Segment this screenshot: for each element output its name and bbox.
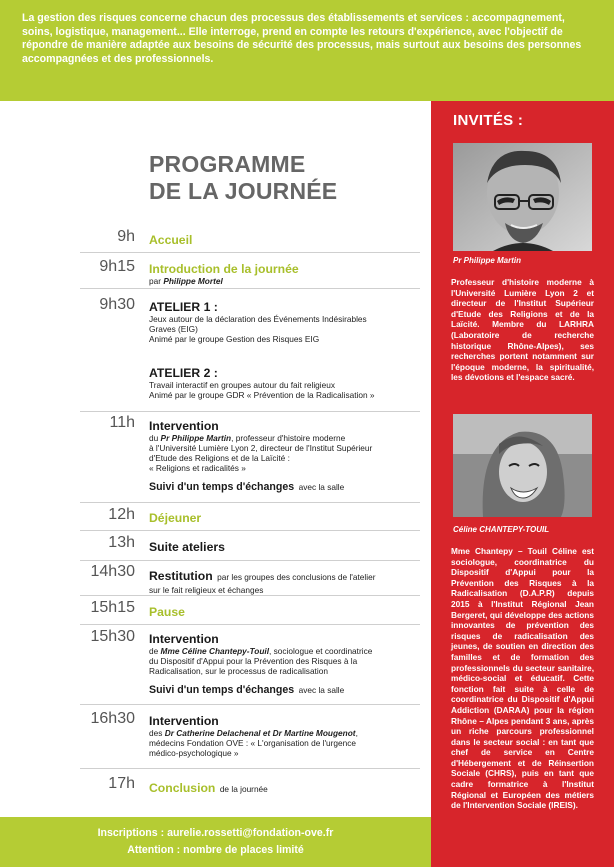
slot-title: Introduction de la journée: [149, 262, 299, 276]
des-prefix: des: [149, 728, 163, 738]
follow-up-suffix: avec la salle: [298, 685, 345, 695]
time-label: 13h: [108, 534, 135, 551]
speaker-names: Dr Catherine Delachenal et Dr Martine Mougenot: [164, 728, 356, 738]
speaker-name: Mme Céline Chantepy-Touil: [160, 646, 270, 656]
desc-line: médecins Fondation OVE : « L'organisation de l'urgence: [149, 738, 357, 748]
capacity-warning: Attention : nombre de places limité: [127, 844, 304, 856]
slot-title: Restitution: [149, 569, 213, 583]
conclusion-suffix: de la journée: [219, 784, 268, 794]
divider: [80, 624, 420, 625]
time-label: 14h30: [90, 563, 135, 580]
time-label: 15h15: [90, 599, 135, 616]
atelier-desc-line: Jeux autour de la déclaration des Événements Indésirables: [149, 314, 367, 324]
time-label: 16h30: [90, 710, 135, 727]
slot-title: ATELIER 2 :: [149, 366, 218, 380]
divider: [80, 502, 420, 503]
guest-name-1: Pr Philippe Martin: [453, 256, 522, 265]
time-label: 9h15: [99, 258, 135, 275]
divider: [80, 704, 420, 705]
title-line-1: PROGRAMME: [149, 151, 306, 177]
guest-photo-2: [453, 414, 592, 517]
guests-heading: INVITÉS :: [453, 112, 524, 129]
slot-title: Intervention: [149, 419, 219, 433]
follow-up: Suivi d'un temps d'échanges: [149, 684, 295, 696]
divider: [80, 411, 420, 412]
desc-line: ,: [355, 728, 358, 738]
intro-banner: [0, 0, 614, 101]
time-label: 17h: [108, 775, 135, 792]
registration-line: Inscriptions : aurelie.rossetti@fondation-ove.fr: [97, 827, 334, 839]
speaker-name: Pr Philippe Martin: [160, 433, 232, 443]
atelier-desc-line: Travail interactif en groupes autour du fait religieux: [149, 380, 336, 390]
guests-sidebar: [431, 101, 614, 867]
divider: [80, 768, 420, 769]
desc-line: médico-psychologique »: [149, 748, 239, 758]
time-label: 9h: [117, 228, 135, 245]
slot-title: ATELIER 1 :: [149, 300, 218, 314]
du-prefix: du: [149, 433, 159, 443]
slot-title: Déjeuner: [149, 511, 202, 525]
time-label: 12h: [108, 506, 135, 523]
desc-line: d'Etude des Religions et de la Laïcité :: [149, 453, 290, 463]
page-title: [149, 151, 337, 205]
time-label: 11h: [109, 414, 135, 431]
time-label: 15h30: [90, 628, 135, 645]
atelier-desc-line: Animé par le groupe GDR « Prévention de la Radicalisation »: [149, 390, 375, 400]
desc-line: à l'Université Lumière Lyon 2, directeur de l'Institut Supérieur: [149, 443, 373, 453]
guest-photo-1: [453, 143, 592, 251]
desc-line: du Dispositif d'Appui pour la Prévention des Risques à la: [149, 656, 358, 666]
speaker-name: Philippe Mortel: [163, 276, 223, 286]
divider: [80, 530, 420, 531]
slot-title: Conclusion: [149, 781, 216, 795]
intro-text: La gestion des risques concerne chacun des processus des établissements et services : accompagnement, soins, logistique, management... Elle interroge, prend en compte les retours d'expérience, avec l'objectif de répondre de manière adaptée aux besoins de sécurité des processus, mais surtout aux besoins des personnes accompagnées et des professionnels.: [22, 12, 582, 65]
divider: [80, 560, 420, 561]
slot-title: Pause: [149, 605, 185, 619]
desc-line: Radicalisation, sur le processus de radicalisation: [149, 666, 328, 676]
registration-banner: [0, 817, 431, 867]
slot-title: Suite ateliers: [149, 540, 225, 554]
atelier-desc-line: Animé par le groupe Gestion des Risques EIG: [149, 334, 320, 344]
desc-line: par les groupes des conclusions de l'atelier: [217, 572, 376, 582]
divider: [80, 595, 420, 596]
by-prefix: par: [149, 276, 161, 286]
title-line-2: DE LA JOURNÉE: [149, 178, 338, 204]
desc-line: , professeur d'histoire moderne: [231, 433, 346, 443]
divider: [80, 288, 420, 289]
guest-bio-1: Professeur d'histoire moderne à l'Université Lumière Lyon 2 et directeur de l'Institut Supérieur d'Etude des Religions et de la Laïcité. Membre du LARHRA (Laboratoire de recherche historique Rhône-Alpes), ses recherches portent notamment sur l'époque moderne, la spiritualité, les dévotions et l'espace sacré.: [451, 277, 594, 383]
slot-title: Intervention: [149, 632, 219, 646]
slot-title: Accueil: [149, 233, 193, 247]
desc-line: sur le fait religieux et échanges: [149, 585, 264, 595]
follow-up: Suivi d'un temps d'échanges: [149, 481, 295, 493]
de-prefix: de: [149, 646, 159, 656]
guest-bio-2: Mme Chantepy – Touil Céline est sociologue, coordinatrice du Dispositif d'Appui pour la Prévention des Risques à la Radicalisation (D.A.P.R) depuis 2015 à l'Institut Régional Jean Bergeret, qui développe des actions innovantes de prévention des risques de radicalisation des jeunes, de soutien en direction des familles et de formation des professionnels du secteur sanitaire, médico-social et éducatif. Cette fonction fait suite à celle de coordinatrice du Dispositif d'Appui Addiction (DARAA) pour la région Rhône – Alpes pendant 3 ans, après un riche parcours professionnel dans le secteur social : en tant que chef de service en Centre d'Hébergement et de Réinsertion Sociale (CHRS), puis en tant que cadre formatrice à l'Institut Régional et Européen des métiers de l'Intervention Sociale (IREIS).: [451, 546, 594, 811]
follow-up-suffix: avec la salle: [298, 482, 345, 492]
desc-line: « Religions et radicalités »: [149, 463, 246, 473]
slot-title: Intervention: [149, 714, 219, 728]
time-label: 9h30: [99, 296, 135, 313]
atelier-desc-line: Graves (EIG): [149, 324, 198, 334]
guest-name-2: Céline CHANTEPY-TOUIL: [453, 525, 550, 534]
desc-line: , sociologue et coordinatrice: [269, 646, 373, 656]
divider: [80, 252, 420, 253]
